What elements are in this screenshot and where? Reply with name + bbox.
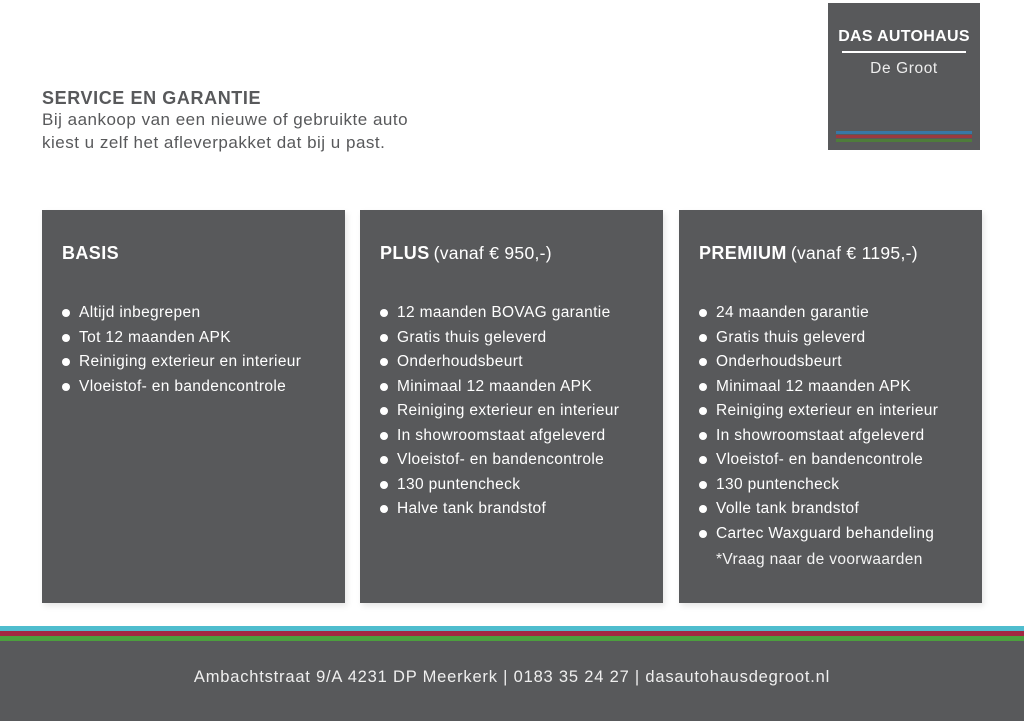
- package-title: [699, 242, 968, 266]
- package-card-basis: [42, 210, 345, 603]
- footer-stripes: [0, 626, 1024, 641]
- package-item-label: Gratis thuis geleverd: [397, 328, 547, 346]
- package-item-label: Reiniging exterieur en interieur: [397, 402, 620, 419]
- package-title: [380, 242, 649, 266]
- bullet-icon: [699, 505, 707, 513]
- list-item: [699, 301, 968, 326]
- bullet-icon: [699, 530, 707, 538]
- list-item: [699, 375, 968, 400]
- bullet-icon: [62, 383, 70, 391]
- bullet-icon: [380, 309, 388, 317]
- package-item-label: Tot 12 maanden APK: [79, 328, 231, 346]
- list-item: [380, 424, 649, 449]
- package-item-label: Halve tank brandstof: [397, 500, 547, 517]
- package-item-label: In showroomstaat afgeleverd: [716, 426, 925, 444]
- package-item-label: Cartec Waxguard behandeling: [716, 524, 935, 542]
- bullet-icon: [380, 505, 388, 513]
- list-item: [62, 350, 331, 375]
- package-item-list: [699, 301, 968, 546]
- bullet-icon: [380, 334, 388, 342]
- logo-stripes: [836, 130, 972, 142]
- package-item-label: Vloeistof- en bandencontrole: [716, 451, 924, 468]
- page-title: SERVICE EN GARANTIE: [42, 88, 262, 108]
- package-item-label: 12 maanden BOVAG garantie: [397, 304, 611, 321]
- logo-stripe-green: [836, 139, 972, 142]
- list-item: [699, 522, 968, 547]
- list-item: [699, 497, 968, 522]
- list-item: [380, 473, 649, 498]
- list-item: [699, 448, 968, 473]
- package-name: PREMIUM: [699, 243, 787, 263]
- bullet-icon: [62, 334, 70, 342]
- footer-bar: [0, 641, 1024, 721]
- list-item: [699, 473, 968, 498]
- list-item: [380, 375, 649, 400]
- bullet-icon: [380, 407, 388, 415]
- bullet-icon: [380, 456, 388, 464]
- bullet-icon: [699, 432, 707, 440]
- package-title: [62, 242, 331, 266]
- package-item-label: Volle tank brandstof: [716, 500, 860, 517]
- package-item-label: Onderhoudsbeurt: [716, 353, 842, 370]
- bullet-icon: [380, 432, 388, 440]
- list-item: [699, 350, 968, 375]
- package-price-note: (vanaf € 950,-): [433, 243, 552, 263]
- logo-underline: [842, 51, 966, 53]
- list-item: [380, 326, 649, 351]
- list-item: [699, 424, 968, 449]
- list-item: [380, 399, 649, 424]
- package-item-label: Vloeistof- en bandencontrole: [79, 377, 287, 395]
- package-item-label: Onderhoudsbeurt: [397, 353, 523, 370]
- package-item-label: Gratis thuis geleverd: [716, 328, 866, 346]
- list-item: [380, 497, 649, 522]
- bullet-icon: [62, 358, 70, 366]
- intro-line-2: kiest u zelf het afleverpakket dat bij u past.: [42, 132, 386, 152]
- bullet-icon: [380, 383, 388, 391]
- package-card-premium: [679, 210, 982, 603]
- bullet-icon: [699, 481, 707, 489]
- list-item: [699, 399, 968, 424]
- logo-stripe-blue: [836, 131, 972, 134]
- list-item: [380, 350, 649, 375]
- brand-logo: [828, 3, 980, 150]
- list-item: [699, 326, 968, 351]
- list-item: [62, 375, 331, 400]
- logo-sub-brand: De Groot: [870, 60, 938, 77]
- package-item-label: 130 puntencheck: [716, 475, 840, 493]
- package-item-label: Reiniging exterieur en interieur: [716, 402, 939, 419]
- bullet-icon: [380, 481, 388, 489]
- bullet-icon: [699, 407, 707, 415]
- package-item-label: Reiniging exterieur en interieur: [79, 353, 302, 370]
- package-item-label: Minimaal 12 maanden APK: [397, 377, 593, 395]
- intro-block: [42, 88, 408, 154]
- package-item-list: [380, 301, 649, 522]
- bullet-icon: [699, 383, 707, 391]
- package-item-list: [62, 301, 331, 399]
- premium-footnote: *Vraag naar de voorwaarden: [716, 551, 923, 568]
- list-item: [62, 301, 331, 326]
- list-item: [380, 301, 649, 326]
- package-item-label: 24 maanden garantie: [716, 304, 870, 321]
- list-item: [380, 448, 649, 473]
- footer-contact-line: Ambachtstraat 9/A 4231 DP Meerkerk | 0183 35 24 27 | dasautohausdegroot.nl: [193, 668, 831, 686]
- package-item-label: In showroomstaat afgeleverd: [397, 426, 606, 444]
- bullet-icon: [380, 358, 388, 366]
- bullet-icon: [699, 334, 707, 342]
- logo-brand-name: DAS AUTOHAUS: [838, 28, 970, 45]
- bullet-icon: [62, 309, 70, 317]
- package-item-label: 130 puntencheck: [397, 475, 521, 493]
- package-price-note: (vanaf € 1195,-): [790, 243, 918, 263]
- list-item: [62, 326, 331, 351]
- bullet-icon: [699, 358, 707, 366]
- package-item-label: Vloeistof- en bandencontrole: [397, 451, 605, 468]
- bullet-icon: [699, 456, 707, 464]
- package-name: PLUS: [380, 243, 430, 263]
- package-item-label: Minimaal 12 maanden APK: [716, 377, 912, 395]
- package-name: BASIS: [62, 243, 120, 263]
- package-card-plus: [360, 210, 663, 603]
- package-item-label: Altijd inbegrepen: [79, 304, 201, 321]
- intro-line-1: Bij aankoop van een nieuwe of gebruikte auto: [42, 110, 409, 129]
- logo-stripe-red: [836, 135, 972, 138]
- bullet-icon: [699, 309, 707, 317]
